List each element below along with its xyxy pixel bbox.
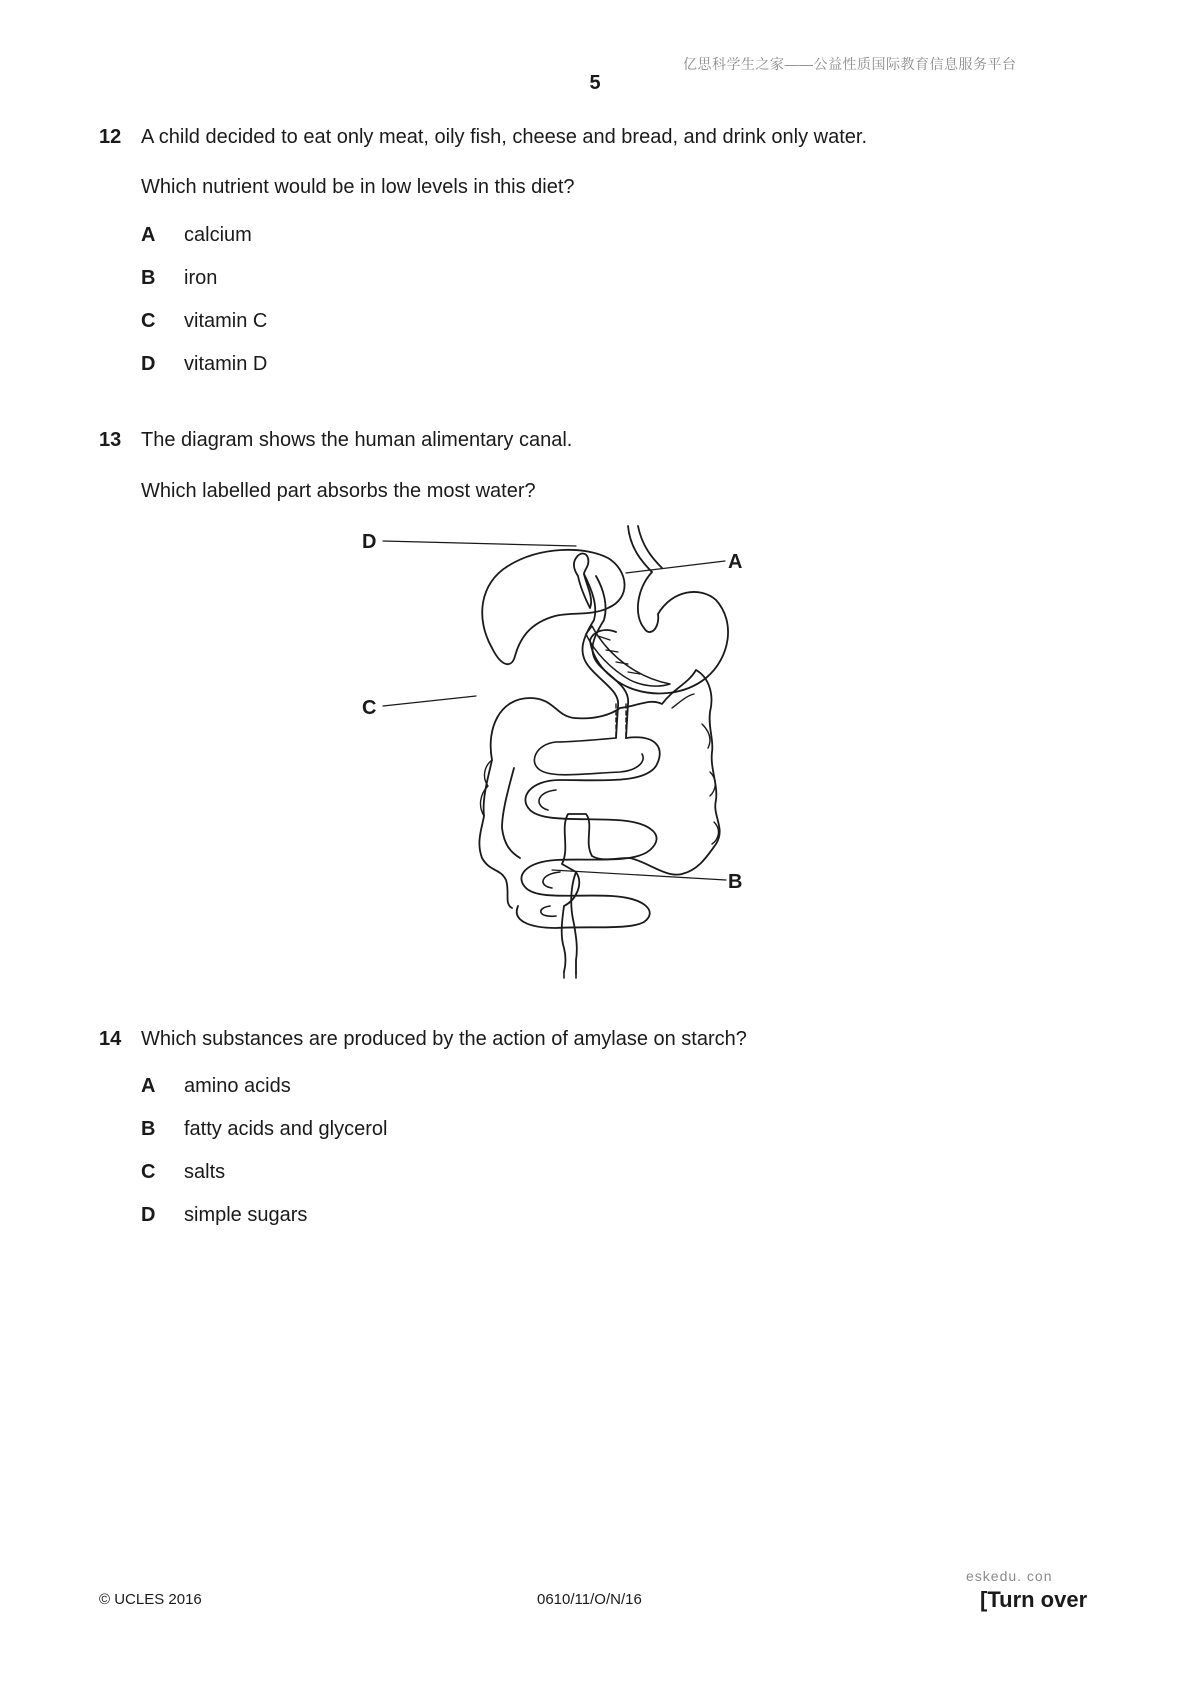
label-d: D <box>362 531 377 553</box>
option-letter-b: B <box>141 267 156 289</box>
option-text-a: amino acids <box>184 1075 291 1097</box>
option-letter-c: C <box>141 1161 156 1183</box>
option-text-d: simple sugars <box>184 1204 308 1226</box>
question-text: The diagram shows the human alimentary canal. <box>141 429 573 451</box>
page-number: 5 <box>589 72 601 94</box>
option-letter-b: B <box>141 1118 156 1140</box>
liver-outline <box>482 550 624 664</box>
paper-code: 0610/11/O/N/16 <box>537 1591 642 1608</box>
copyright: © UCLES 2016 <box>99 1591 202 1608</box>
alimentary-canal-diagram <box>362 528 820 978</box>
option-text-c: vitamin C <box>184 310 268 332</box>
gall-bladder-outline <box>574 554 591 609</box>
label-line-d <box>383 541 576 546</box>
option-letter-a: A <box>141 224 156 246</box>
question-number: 14 <box>99 1028 122 1050</box>
label-line-c <box>383 696 476 706</box>
label-c: C <box>362 697 377 719</box>
label-line-a <box>626 561 725 573</box>
question-number: 12 <box>99 126 122 148</box>
site-watermark: eskedu. con <box>966 1568 1053 1584</box>
question-prompt: Which nutrient would be in low levels in this diet? <box>141 176 575 198</box>
option-text-c: salts <box>184 1161 226 1183</box>
option-text-b: iron <box>184 267 218 289</box>
rectum <box>562 872 577 974</box>
label-a: A <box>728 551 743 573</box>
oesophagus <box>628 526 662 572</box>
option-text-b: fatty acids and glycerol <box>184 1118 388 1140</box>
question-number: 13 <box>99 429 122 451</box>
question-prompt: Which labelled part absorbs the most water? <box>141 480 536 502</box>
label-b: B <box>728 871 743 893</box>
option-letter-a: A <box>141 1075 156 1097</box>
option-letter-d: D <box>141 1204 156 1226</box>
question-text: Which substances are produced by the action of amylase on starch? <box>141 1028 747 1050</box>
watermark-text: 亿思科学生之家——公益性质国际教育信息服务平台 <box>683 56 1017 72</box>
question-text: A child decided to eat only meat, oily fish, cheese and bread, and drink only water. <box>141 126 867 148</box>
option-letter-d: D <box>141 353 156 375</box>
turn-over-text: [Turn over <box>980 1587 1088 1612</box>
option-text-a: calcium <box>184 224 252 246</box>
option-text-d: vitamin D <box>184 353 268 375</box>
option-letter-c: C <box>141 310 156 332</box>
